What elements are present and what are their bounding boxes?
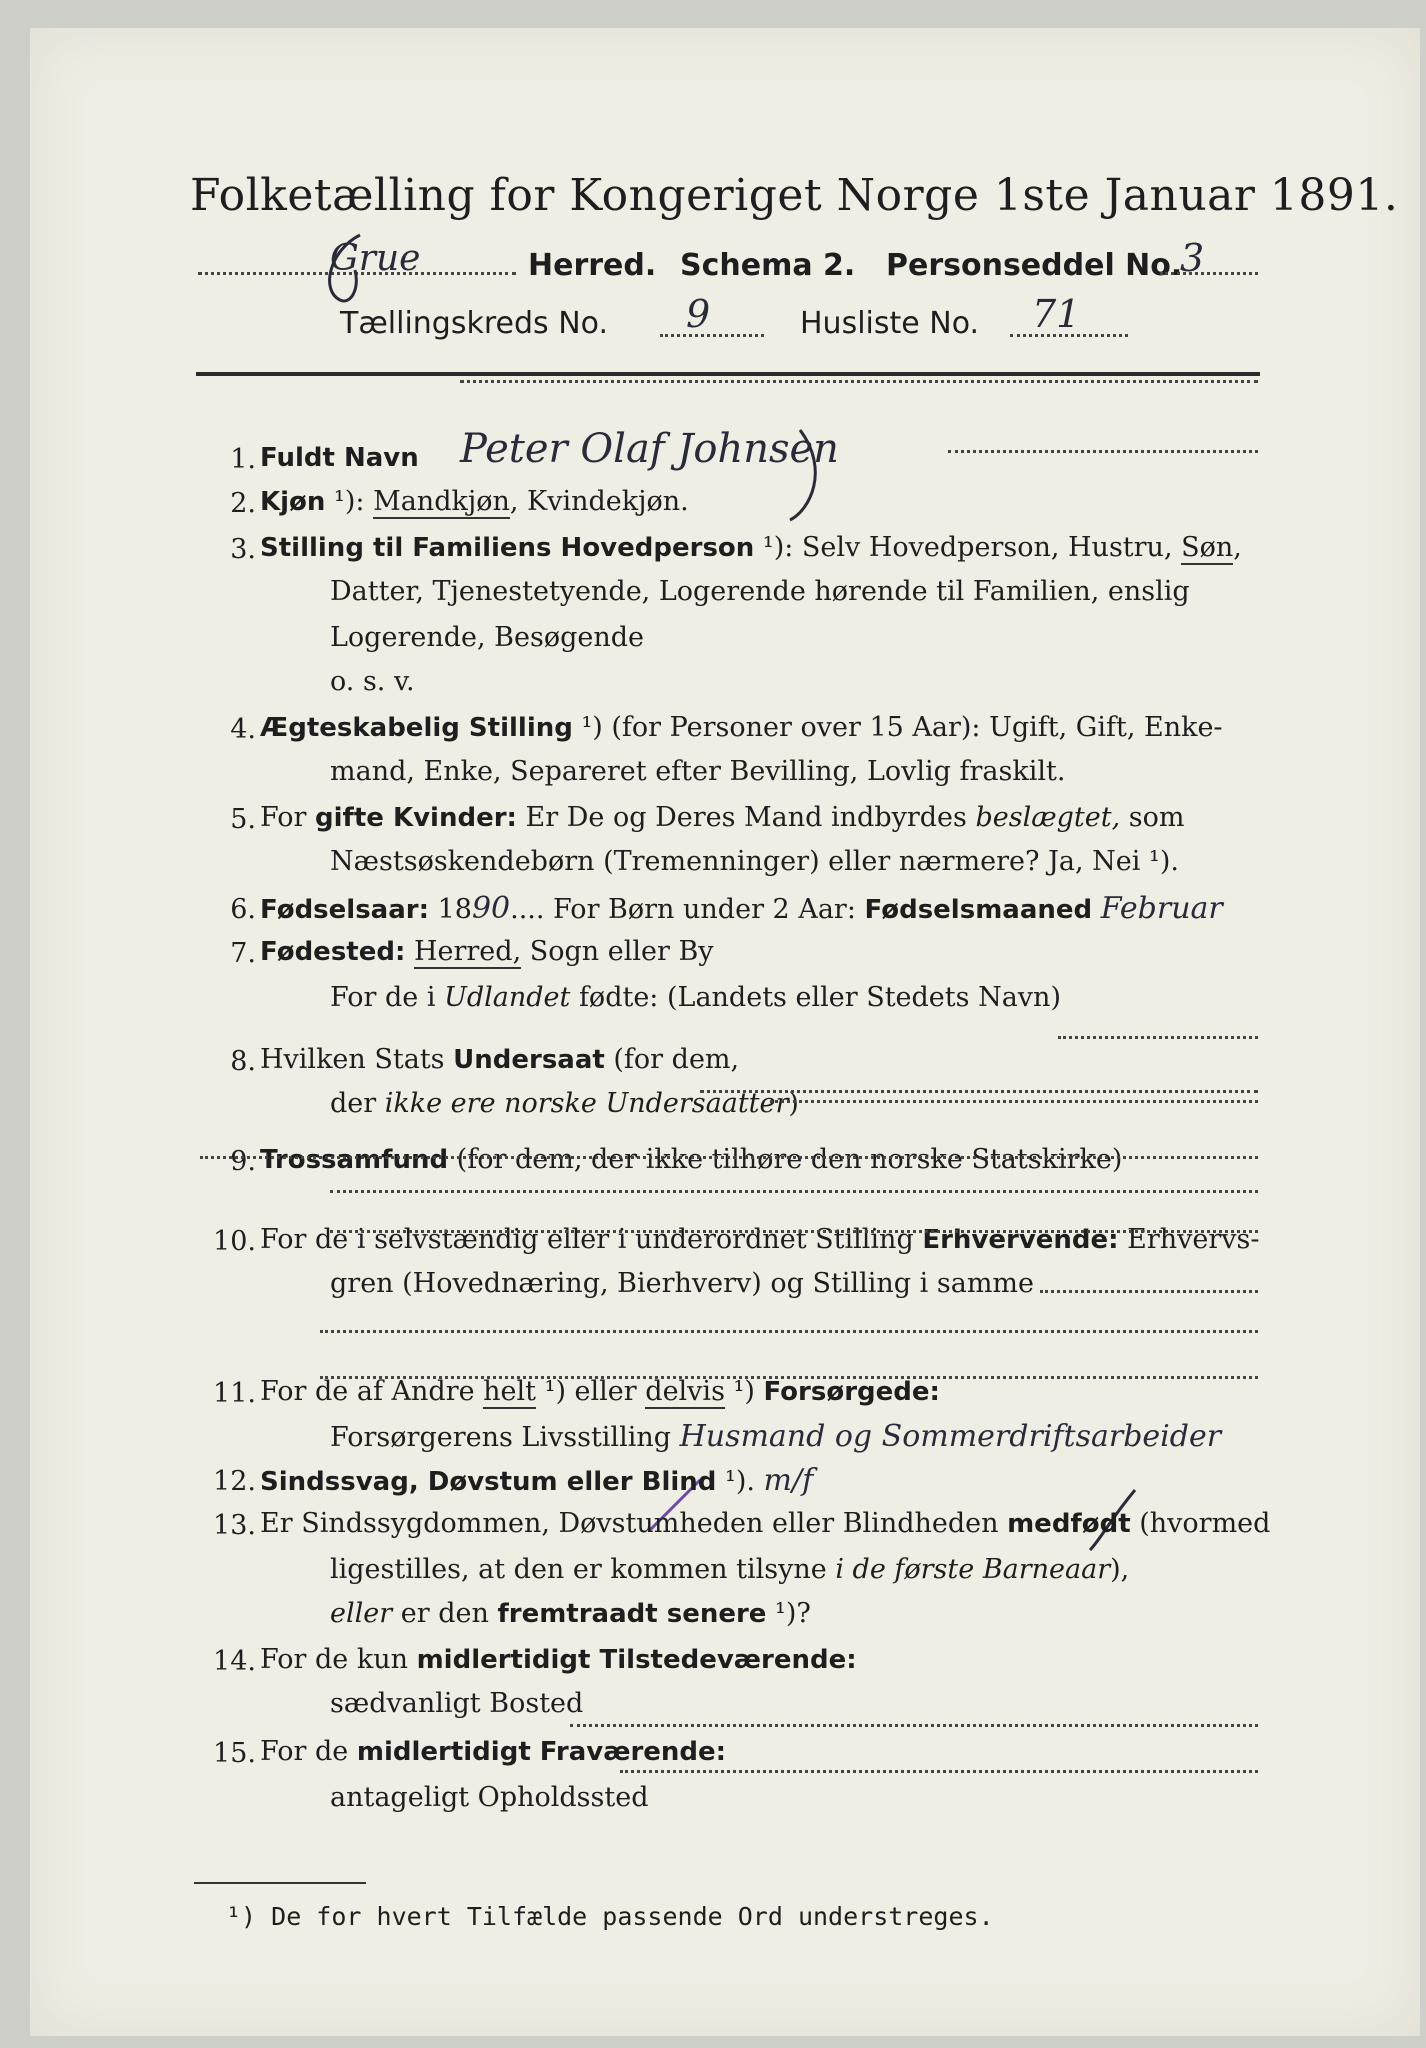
question-text bbox=[330, 578, 1190, 605]
question-text-part: ¹) (for Personer over 15 Aar): Ugift, Gift, Enke- bbox=[572, 712, 1223, 743]
question-number: 7. bbox=[230, 938, 256, 969]
question-number: 9. bbox=[230, 1146, 256, 1177]
question-text-part: ¹). bbox=[716, 1466, 764, 1497]
question-text-part: som bbox=[1120, 802, 1185, 833]
question-text-part: For de kun bbox=[260, 1644, 417, 1675]
question-number: 1. bbox=[230, 444, 256, 475]
question-text-part: Sogn eller By bbox=[521, 936, 714, 967]
question-text-part: midlertidigt Fraværende: bbox=[356, 1737, 727, 1767]
answer-dotline bbox=[700, 1090, 1258, 1093]
question-text-part: sædvanligt Bosted bbox=[330, 1688, 584, 1719]
question-text-part: Trossamfund bbox=[260, 1145, 449, 1175]
question-text-part: Undersaat bbox=[453, 1045, 605, 1075]
question-text bbox=[330, 1270, 1034, 1297]
question-number: 11. bbox=[213, 1378, 256, 1409]
question-text bbox=[330, 668, 415, 695]
question-text-part: fremtraadt senere bbox=[497, 1599, 767, 1629]
question-text bbox=[260, 534, 1242, 561]
question-number: 2. bbox=[230, 488, 256, 519]
husliste-value: 71 bbox=[1032, 292, 1081, 336]
question-text-part: Erhvervende: bbox=[922, 1225, 1119, 1255]
question-text-part: Fødselsmaaned bbox=[864, 895, 1093, 925]
question-text-part: ) bbox=[788, 1088, 799, 1119]
question-text-part: 18 bbox=[429, 894, 472, 925]
question-number: 12. bbox=[213, 1466, 256, 1497]
personseddel-label: Personseddel No. bbox=[886, 248, 1183, 283]
question-text-part bbox=[1092, 894, 1101, 925]
question-text-part: For de i bbox=[330, 982, 445, 1013]
question-text-part: Fødested: bbox=[260, 937, 406, 967]
question-text-part: For bbox=[260, 802, 316, 833]
question-text bbox=[260, 938, 714, 965]
question-text-part: Hvilken Stats bbox=[260, 1044, 454, 1075]
question-number: 6. bbox=[230, 894, 256, 925]
question-text-part: Fuldt Navn bbox=[260, 443, 419, 473]
question-text bbox=[330, 1600, 811, 1627]
question-text-part: beslægtet, bbox=[975, 802, 1121, 833]
question-text-part: Sindssvag, Døvstum eller Blind bbox=[260, 1467, 717, 1497]
husliste-label: Husliste No. bbox=[800, 306, 980, 341]
question-text bbox=[260, 1146, 1122, 1173]
question-text bbox=[330, 1690, 583, 1717]
question-text-part: Stilling til Familiens Hovedperson bbox=[260, 533, 755, 563]
question-text-part: medfødt bbox=[1007, 1509, 1131, 1539]
question-text bbox=[260, 804, 1184, 831]
question-text-part: Forsørgerens Livsstilling bbox=[330, 1422, 680, 1453]
question-text-part: Datter, Tjenestetyende, Logerende hørende til Familien, enslig bbox=[330, 576, 1190, 607]
answer-dotline bbox=[320, 1330, 1258, 1333]
question-text bbox=[330, 1090, 799, 1117]
question-text-part: (hvormed bbox=[1130, 1508, 1271, 1539]
question-text bbox=[260, 1463, 814, 1498]
answer-dotline bbox=[770, 1100, 1258, 1103]
answer-dotline bbox=[460, 380, 1258, 383]
question-text-part: ¹): Selv Hovedperson, Hustru, bbox=[754, 532, 1182, 563]
question-text-part: Logerende, Besøgende bbox=[330, 622, 644, 653]
name-value: Peter Olaf Johnsen bbox=[460, 426, 839, 472]
question-text-part: Mandkjøn bbox=[373, 486, 510, 517]
question-text bbox=[330, 624, 644, 651]
herred-label: Herred. bbox=[528, 248, 657, 283]
question-text-part: ikke ere norske Undersaatter bbox=[384, 1088, 789, 1119]
question-text-part: ¹) eller bbox=[536, 1376, 646, 1407]
question-text bbox=[260, 714, 1223, 741]
question-text bbox=[260, 488, 689, 515]
question-text bbox=[330, 758, 1065, 785]
question-text-part: ¹) bbox=[724, 1376, 764, 1407]
question-text-part: , Kvindekjøn. bbox=[509, 486, 689, 517]
question-text-part: Forsørgede: bbox=[763, 1377, 940, 1407]
question-number: 5. bbox=[230, 804, 256, 835]
answer-dotline bbox=[200, 1156, 1258, 1159]
question-text-part: (for dem, bbox=[604, 1044, 740, 1075]
question-text bbox=[330, 984, 1061, 1011]
question-text-part: midlertidigt Tilstedeværende: bbox=[416, 1645, 857, 1675]
question-text bbox=[260, 891, 1223, 926]
question-number: 13. bbox=[213, 1510, 256, 1541]
question-number: 4. bbox=[230, 714, 256, 745]
question-text bbox=[260, 1510, 1270, 1537]
question-text-part: Kjøn bbox=[260, 487, 326, 517]
question-text-part: gifte Kvinder: bbox=[315, 803, 517, 833]
personseddel-value: 3 bbox=[1180, 236, 1205, 280]
question-text-part: ligestilles, at den er kommen tilsyne bbox=[330, 1554, 836, 1585]
kreds-value: 9 bbox=[686, 292, 711, 336]
question-text-part: , bbox=[1233, 532, 1242, 563]
question-text-part bbox=[405, 936, 414, 967]
question-number: 15. bbox=[213, 1738, 256, 1769]
question-text-part: Er Sindssygdommen, Døvstumheden eller Blindheden bbox=[260, 1508, 1008, 1539]
question-text bbox=[330, 1556, 1129, 1583]
question-text bbox=[260, 1046, 739, 1073]
question-text-part: eller bbox=[330, 1598, 393, 1629]
handwritten-answer[interactable]: Husmand og Sommerdriftsarbeider bbox=[679, 1419, 1222, 1454]
question-text bbox=[260, 1378, 940, 1405]
question-text-part: Næstsøskendebørn (Tremenninger) eller nærmere? Ja, Nei ¹). bbox=[330, 846, 1179, 877]
question-number: 14. bbox=[213, 1646, 256, 1677]
question-text-part: Ægteskabelig Stilling bbox=[260, 713, 573, 743]
footnote-rule bbox=[194, 1882, 366, 1884]
question-text-part: ), bbox=[1110, 1554, 1130, 1585]
question-number: 10. bbox=[213, 1226, 256, 1257]
answer-dotline bbox=[948, 450, 1258, 453]
handwritten-answer[interactable]: Februar bbox=[1100, 891, 1223, 926]
question-text-part: helt bbox=[483, 1376, 537, 1407]
question-text-part: (for dem, der ikke tilhøre den norske Statskirke) bbox=[448, 1144, 1123, 1175]
answer-dotline bbox=[1040, 1290, 1258, 1293]
handwritten-answer[interactable]: 90 bbox=[471, 891, 511, 926]
herred-value: Grue bbox=[330, 238, 421, 279]
answer-dotline bbox=[570, 1724, 1258, 1727]
question-text bbox=[260, 1646, 857, 1673]
question-text-part: der bbox=[330, 1088, 385, 1119]
question-text bbox=[260, 1738, 726, 1765]
question-text-part: Fødselsaar: bbox=[260, 895, 429, 925]
question-number: 3. bbox=[230, 534, 256, 565]
answer-dotline bbox=[330, 1190, 1258, 1193]
question-text-part: Herred, bbox=[413, 936, 522, 967]
question-text-part: .... For Børn under 2 Aar: bbox=[510, 894, 865, 925]
handwritten-answer[interactable]: m/f bbox=[763, 1463, 814, 1498]
schema-label: Schema 2. bbox=[680, 248, 856, 283]
question-text-part: i de første Barneaar bbox=[835, 1554, 1111, 1585]
question-text-part: o. s. v. bbox=[330, 666, 415, 697]
answer-dotline bbox=[1058, 1036, 1258, 1039]
question-text-part: Udlandet bbox=[444, 982, 571, 1013]
question-text bbox=[330, 1419, 1222, 1454]
form-title: Folketælling for Kongeriget Norge 1ste Januar 1891. bbox=[190, 170, 1399, 221]
question-text bbox=[260, 444, 419, 471]
answer-dotline bbox=[620, 1770, 1258, 1773]
question-text-part: Søn bbox=[1181, 532, 1234, 563]
question-text bbox=[330, 1784, 649, 1811]
question-text bbox=[330, 848, 1179, 875]
question-text-part: ¹): bbox=[325, 486, 374, 517]
question-text-part: delvis bbox=[645, 1376, 725, 1407]
header-rule bbox=[196, 372, 1260, 376]
question-text-part: gren (Hovednæring, Bierhverv) og Stilling i samme bbox=[330, 1268, 1035, 1299]
question-text-part: For de af Andre bbox=[260, 1376, 484, 1407]
question-text-part: For de i selvstændig eller i underordnet Stilling bbox=[260, 1224, 923, 1255]
question-text-part: Erhvervs- bbox=[1118, 1224, 1260, 1255]
question-text-part: fødte: (Landets eller Stedets Navn) bbox=[570, 982, 1061, 1013]
question-text-part: mand, Enke, Separeret efter Bevilling, Lovlig fraskilt. bbox=[330, 756, 1066, 787]
footnote: ¹) De for hvert Tilfælde passende Ord understreges. bbox=[226, 1902, 994, 1931]
question-text-part: Er De og Deres Mand indbyrdes bbox=[516, 802, 976, 833]
question-text-part: ¹)? bbox=[766, 1598, 811, 1629]
answer-dotline bbox=[320, 1376, 1258, 1379]
question-text-part: er den bbox=[392, 1598, 498, 1629]
question-text-part: For de bbox=[260, 1736, 357, 1767]
answer-dotline bbox=[330, 1230, 1258, 1233]
question-number: 8. bbox=[230, 1046, 256, 1077]
question-text-part: antageligt Opholdssted bbox=[330, 1782, 649, 1813]
kreds-label: Tællingskreds No. bbox=[340, 306, 608, 341]
